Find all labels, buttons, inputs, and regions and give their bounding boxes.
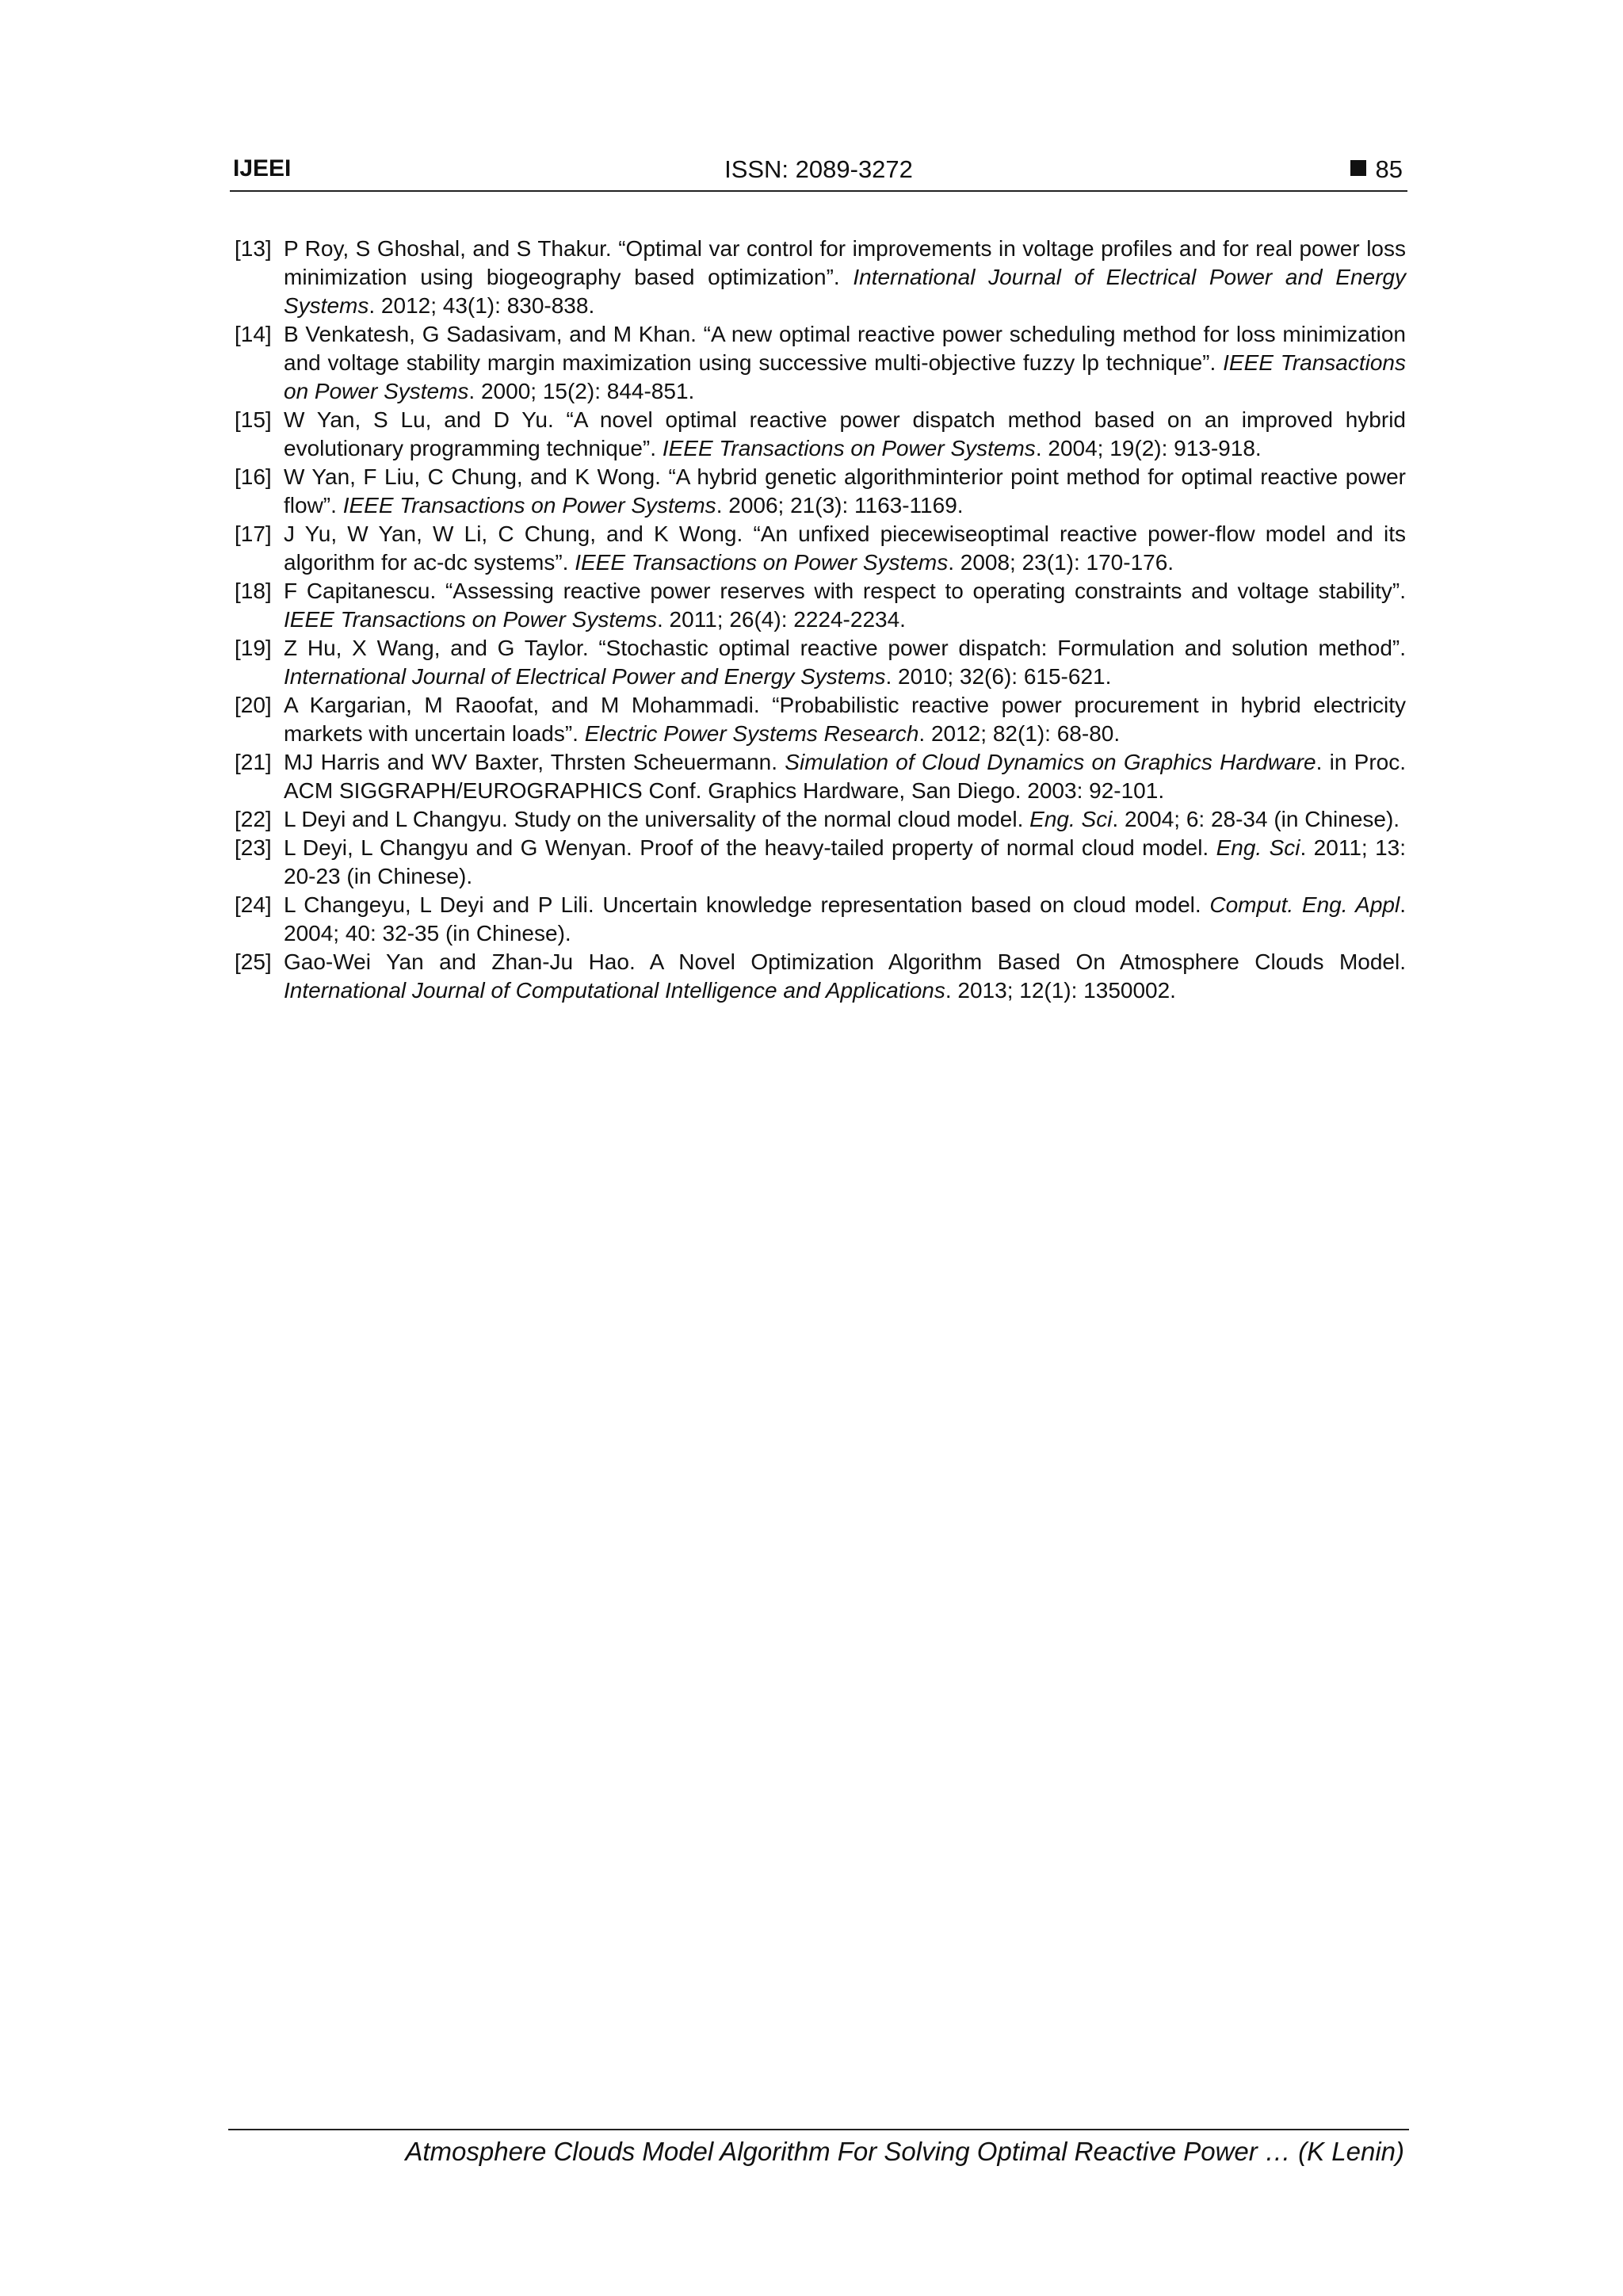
reference-details: . 2011; 13: 20-23 (in Chinese).	[284, 835, 1406, 888]
reference-details: . 2004; 19(2): 913-918.	[1035, 436, 1262, 460]
reference-venue: International Journal of Electrical Power and Energy Systems	[284, 664, 886, 689]
reference-details: . 2012; 82(1): 68-80.	[918, 721, 1121, 746]
reference-19	[235, 634, 1406, 691]
reference-20	[235, 691, 1406, 748]
reference-15	[235, 406, 1406, 463]
reference-venue: Comput. Eng. Appl	[1209, 892, 1400, 917]
reference-venue: Simulation of Cloud Dynamics on Graphics Hardware	[785, 750, 1316, 774]
reference-24	[235, 891, 1406, 948]
reference-number: [21]	[235, 750, 272, 774]
reference-details: . 2008; 23(1): 170-176.	[948, 550, 1174, 575]
reference-number: [23]	[235, 835, 272, 860]
reference-details: . 2011; 26(4): 2224-2234.	[657, 607, 906, 632]
reference-venue: IEEE Transactions on Power Systems	[575, 550, 949, 575]
reference-21	[235, 748, 1406, 805]
reference-text: W Yan, S Lu, and D Yu. “A novel optimal reactive power dispatch method based on an improved hybrid evolutionary programming technique”.	[284, 407, 1406, 460]
reference-number: [17]	[235, 521, 272, 546]
reference-venue: IEEE Transactions on Power Systems	[284, 350, 1407, 403]
reference-details: . 2000; 15(2): 844-851.	[468, 379, 695, 403]
running-title: Atmosphere Clouds Model Algorithm For Solving Optimal Reactive Power … (K Lenin)	[405, 2137, 1404, 2166]
page-footer	[228, 2129, 1409, 2167]
reference-text: Z Hu, X Wang, and G Taylor. “Stochastic optimal reactive power dispatch: Formulation and solution method”.	[284, 636, 1406, 660]
reference-text: B Venkatesh, G Sadasivam, and M Khan. “A new optimal reactive power scheduling method for loss minimization and voltage stability margin maximization using successive multi-objective fuzzy lp technique”.	[284, 322, 1406, 375]
page-header	[230, 155, 1407, 192]
reference-details: . 2012; 43(1): 830-838.	[369, 293, 595, 318]
reference-17	[235, 520, 1406, 577]
reference-venue: International Journal of Electrical Power and Energy Systems	[284, 265, 1406, 318]
square-bullet-icon	[1350, 160, 1366, 176]
reference-venue: Electric Power Systems Research	[584, 721, 919, 746]
reference-details: . in Proc. ACM SIGGRAPH/EUROGRAPHICS Conf. Graphics Hardware, San Diego. 2003: 92-101.	[284, 750, 1407, 803]
reference-number: [20]	[235, 693, 272, 717]
reference-18	[235, 577, 1406, 634]
reference-number: [15]	[235, 407, 272, 432]
reference-number: [24]	[235, 892, 272, 917]
reference-text: A Kargarian, M Raoofat, and M Mohammadi. “Probabilistic reactive power procurement in hybrid electricity markets with uncertain loads”.	[284, 693, 1406, 746]
reference-venue: Eng. Sci	[1216, 835, 1300, 860]
reference-text: Gao-Wei Yan and Zhan-Ju Hao. A Novel Optimization Algorithm Based On Atmosphere Clouds Model.	[284, 949, 1406, 974]
reference-number: [22]	[235, 807, 272, 831]
reference-13	[235, 235, 1406, 320]
reference-text: L Changeyu, L Deyi and P Lili. Uncertain knowledge representation based on cloud model.	[284, 892, 1210, 917]
reference-22	[235, 805, 1406, 834]
page-number: 85	[1375, 155, 1403, 183]
reference-number: [14]	[235, 322, 272, 346]
reference-23	[235, 834, 1406, 891]
reference-number: [18]	[235, 579, 272, 603]
reference-text: J Yu, W Yan, W Li, C Chung, and K Wong. “An unfixed piecewiseoptimal reactive power-flow model and its algorithm for ac-dc systems”.	[284, 521, 1406, 575]
reference-text: W Yan, F Liu, C Chung, and K Wong. “A hybrid genetic algorithminterior point method for optimal reactive power flow”.	[284, 464, 1406, 518]
issn-label: ISSN: 2089-3272	[724, 155, 913, 183]
reference-details: . 2006; 21(3): 1163-1169.	[716, 493, 964, 518]
reference-details: . 2013; 12(1): 1350002.	[945, 978, 1176, 1003]
reference-25	[235, 948, 1406, 1005]
reference-text: MJ Harris and WV Baxter, Thrsten Scheuermann.	[284, 750, 785, 774]
reference-venue: International Journal of Computational Intelligence and Applications	[284, 978, 945, 1003]
reference-text: F Capitanescu. “Assessing reactive power reserves with respect to operating constraints and voltage stability”.	[284, 579, 1406, 603]
reference-venue: IEEE Transactions on Power Systems	[342, 493, 716, 518]
reference-list	[235, 235, 1406, 1005]
reference-details: . 2004; 6: 28-34 (in Chinese).	[1112, 807, 1400, 831]
reference-venue: Eng. Sci	[1029, 807, 1113, 831]
reference-details: . 2004; 40: 32-35 (in Chinese).	[284, 892, 1406, 946]
reference-14	[235, 320, 1406, 406]
reference-number: [13]	[235, 236, 272, 261]
reference-text: L Deyi and L Changyu. Study on the universality of the normal cloud model.	[284, 807, 1030, 831]
reference-16	[235, 463, 1406, 520]
reference-number: [25]	[235, 949, 272, 974]
reference-venue: IEEE Transactions on Power Systems	[662, 436, 1036, 460]
reference-text: L Deyi, L Changyu and G Wenyan. Proof of the heavy-tailed property of normal cloud model.	[284, 835, 1216, 860]
journal-name: IJEEI	[233, 155, 292, 181]
reference-details: . 2010; 32(6): 615-621.	[885, 664, 1112, 689]
reference-number: [19]	[235, 636, 272, 660]
reference-text: P Roy, S Ghoshal, and S Thakur. “Optimal var control for improvements in voltage profiles and for real power loss minimization using biogeography based optimization”.	[284, 236, 1406, 289]
reference-venue: IEEE Transactions on Power Systems	[284, 607, 657, 632]
page-number-block	[1350, 155, 1403, 184]
reference-number: [16]	[235, 464, 272, 489]
